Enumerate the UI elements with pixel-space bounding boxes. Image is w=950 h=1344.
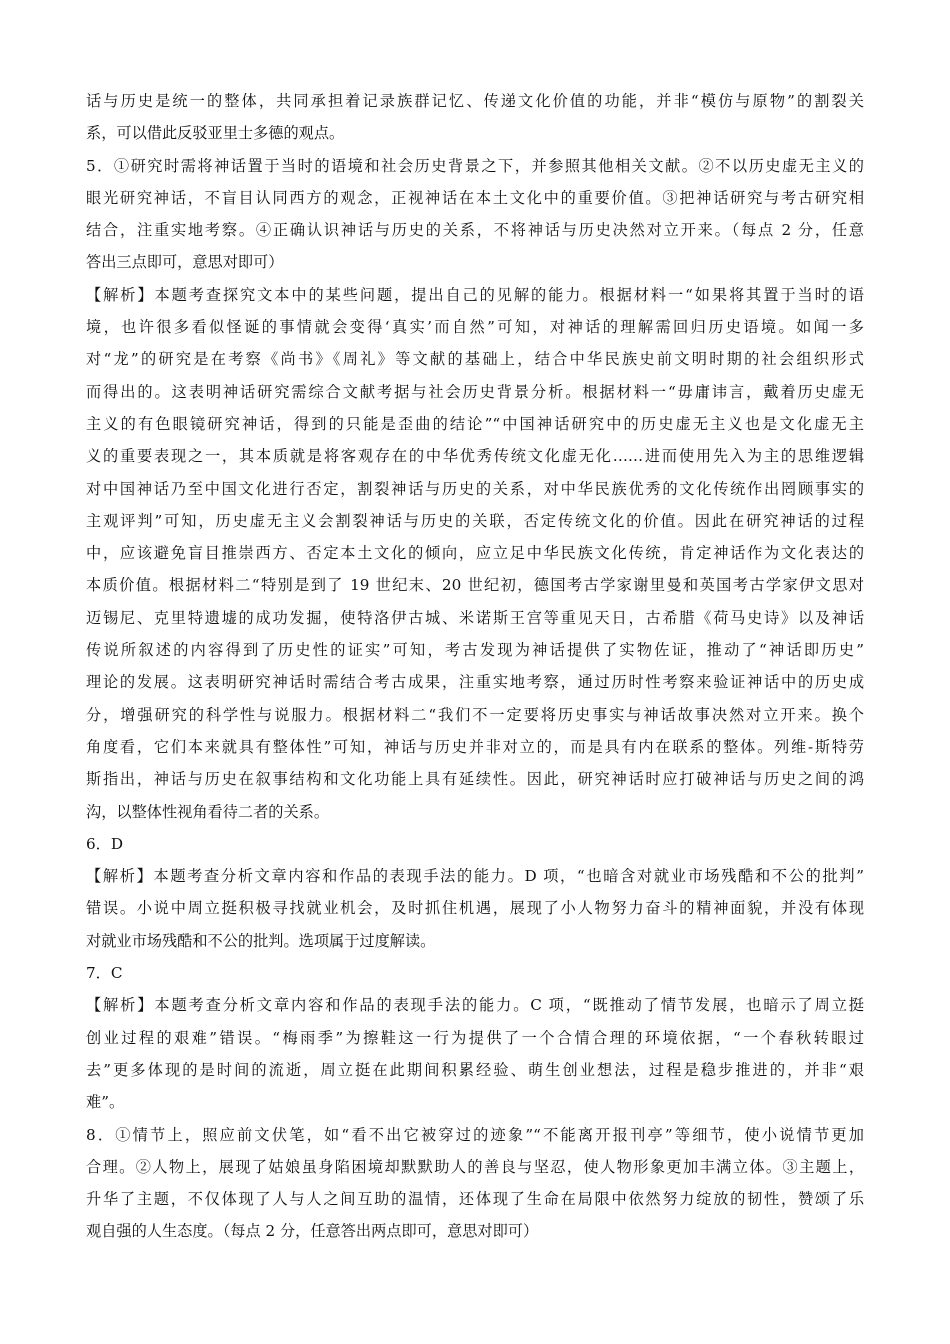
text-line: 难”。 bbox=[86, 1093, 125, 1112]
answer-text-body bbox=[86, 85, 864, 1248]
text-line: 对就业市场残酷和不公的批判。选项属于过度解读。 bbox=[86, 931, 436, 950]
text-line: 升华了主题，不仅体现了人与人之间互助的温情，还体现了生命在局限中依然努力绽放的韧性，赞颂了乐 bbox=[86, 1190, 864, 1209]
text-line: 主观评判”可知，历史虚无主义会割裂神话与历史的关联，否定传统文化的价值。因此在研究神话的过程 bbox=[86, 511, 864, 530]
text-line: 去”更多体现的是时间的流逝，周立挺在此期间积累经验、萌生创业想法，过程是稳步推进的，并非“艰 bbox=[86, 1060, 864, 1079]
text-line: 观自强的人生态度。（每点 2 分，任意答出两点即可，意思对即可） bbox=[86, 1222, 539, 1241]
text-line: 中，应该避免盲目推崇西方、否定本土文化的倾向，应立足中华民族文化传统，肯定神话作为文化表达的 bbox=[86, 544, 864, 563]
text-line: 主义的有色眼镜研究神话，得到的只能是歪曲的结论”“中国神话研究中的历史虚无主义也是文化虚无主 bbox=[86, 414, 864, 433]
text-line: 答出三点即可，意思对即可） bbox=[86, 253, 284, 272]
text-line: 角度看，它们本来就具有整体性”可知，神话与历史并非对立的，而是具有内在联系的整体。列维-斯特劳 bbox=[86, 737, 864, 756]
text-line: 合理。②人物上，展现了姑娘虽身陷困境却默默助人的善良与坚忍，使人物形象更加丰满立体。③主题上， bbox=[86, 1157, 864, 1176]
text-line: 结合，注重实地考察。④正确认识神话与历史的关系，不将神话与历史决然对立开来。（每点 2 分，任意 bbox=[86, 221, 864, 240]
text-line: 而得出的。这表明神话研究需综合文献考据与社会历史背景分析。根据材料一“毋庸讳言，戴着历史虚无 bbox=[86, 382, 864, 401]
text-line: 斯指出，神话与历史在叙事结构和文化功能上具有延续性。因此，研究神话时应打破神话与历史之间的鸿 bbox=[86, 770, 864, 789]
text-line: 眼光研究神话，不盲目认同西方的观念，正视神话在本土文化中的重要价值。③把神话研究与考古研究相 bbox=[86, 188, 864, 207]
text-line: 创业过程的艰难”错误。“梅雨季”为擦鞋这一行为提供了一个合情合理的环境依据，“一个春秋转眼过 bbox=[86, 1028, 864, 1047]
text-line: 8．①情节上，照应前文伏笔，如“看不出它被穿过的迹象”“不能离开报刊亭”等细节，使小说情节更加 bbox=[86, 1125, 864, 1144]
text-line: 传说所叙述的内容得到了历史性的证实”可知，考古发现为神话提供了实物佐证，推动了“神话即历史” bbox=[86, 641, 864, 660]
text-line: 对“龙”的研究是在考察《尚书》《周礼》等文献的基础上，结合中华民族史前文明时期的社会组织形式 bbox=[86, 350, 864, 369]
text-line: 7．C bbox=[86, 964, 123, 983]
text-line: 5．①研究时需将神话置于当时的语境和社会历史背景之下，并参照其他相关文献。②不以历史虚无主义的 bbox=[86, 156, 864, 175]
text-line: 境，也许很多看似怪诞的事情就会变得‘真实’而自然”可知，对神话的理解需回归历史语境。如闻一多 bbox=[86, 318, 864, 337]
text-line: 沟，以整体性视角看待二者的关系。 bbox=[86, 802, 329, 821]
text-line: 系，可以借此反驳亚里士多德的观点。 bbox=[86, 124, 345, 143]
text-line: 对中国神话乃至中国文化进行否定，割裂神话与历史的关系，对中华民族优秀的文化传统作出罔顾事实的 bbox=[86, 479, 864, 498]
text-line: 话与历史是统一的整体，共同承担着记录族群记忆、传递文化价值的功能，并非“模仿与原物”的割裂关 bbox=[86, 92, 864, 110]
text-line: 迈锡尼、克里特遗墟的成功发掘，使特洛伊古城、米诺斯王宫等重见天日，古希腊《荷马史诗》以及神话 bbox=[86, 608, 864, 627]
text-line: 【解析】本题考查分析文章内容和作品的表现手法的能力。D 项，“也暗含对就业市场残酷和不公的批判” bbox=[86, 867, 864, 886]
text-line: 分，增强研究的科学性与说服力。根据材料二“我们不一定要将历史事实与神话故事决然对立开来。换个 bbox=[86, 705, 864, 724]
text-line: 6．D bbox=[86, 834, 124, 853]
text-line: 义的重要表现之一，其本质就是将客观存在的中华优秀传统文化虚无化……进而使用先入为主的思维逻辑 bbox=[86, 447, 864, 466]
text-line: 【解析】本题考查分析文章内容和作品的表现手法的能力。C 项，“既推动了情节发展，也暗示了周立挺 bbox=[86, 996, 864, 1015]
text-line: 错误。小说中周立挺积极寻找就业机会，及时抓住机遇，展现了小人物努力奋斗的精神面貌，并没有体现 bbox=[86, 899, 864, 918]
text-line: 理论的发展。这表明研究神话时需结合考古成果，注重实地考察，通过历时性考察来验证神话中的历史成 bbox=[86, 673, 864, 692]
text-line: 本质价值。根据材料二“特别是到了 19 世纪末、20 世纪初，德国考古学家谢里曼和英国考古学家伊文思对 bbox=[86, 576, 864, 595]
text-line: 【解析】本题考查探究文本中的某些问题，提出自己的见解的能力。根据材料一“如果将其置于当时的语 bbox=[86, 285, 864, 304]
